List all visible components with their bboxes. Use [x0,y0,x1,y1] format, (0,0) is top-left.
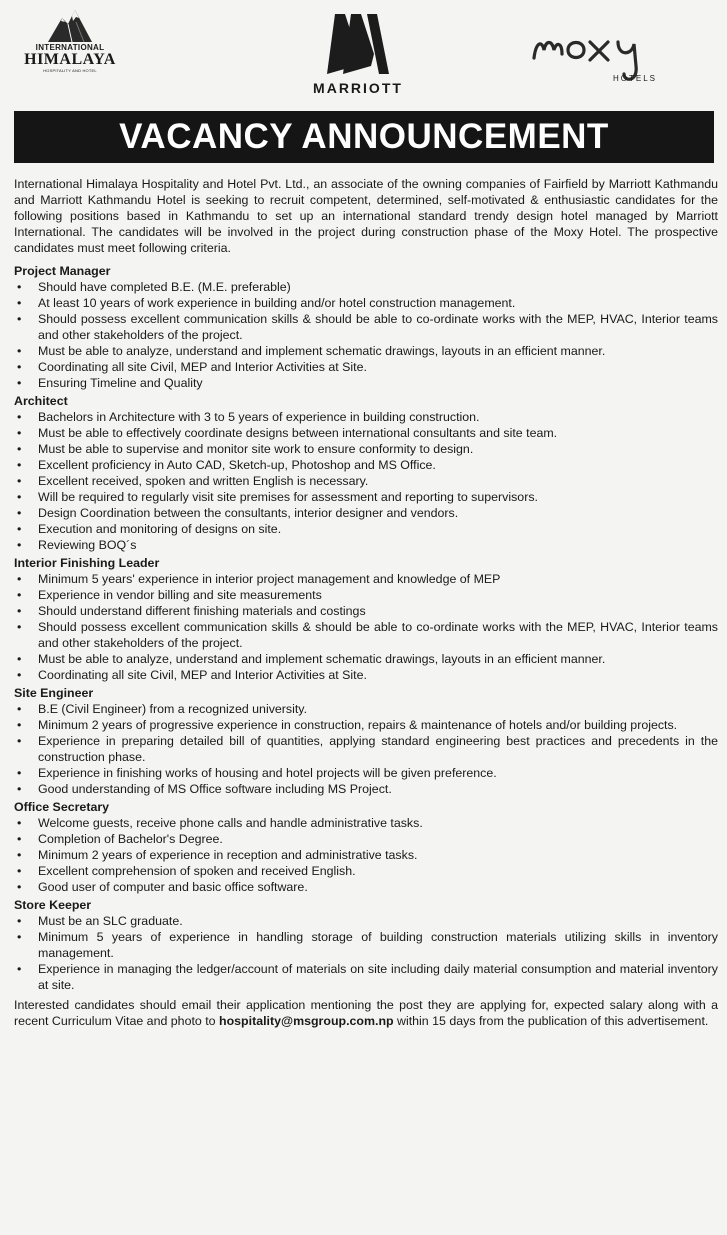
himalaya-logo-line1: INTERNATIONAL [35,43,105,52]
requirement-text: Should possess excellent communication skills & should be able to co-ordinate works with the MEP, HVAC, Interior teams and other stakeholders of the project. [38,620,718,650]
position-title: Store Keeper [14,898,92,912]
requirement-item [14,619,718,651]
requirement-text: Must be able to analyze, understand and implement schematic drawings, layouts in an efficient manner. [38,344,606,358]
bullet-icon: • [17,880,22,894]
bullet-icon: • [17,376,22,390]
bullet-icon: • [17,816,22,830]
bullet-icon: • [17,702,22,716]
requirement-item [14,505,718,521]
bullet-icon: • [17,360,22,374]
vacancy-title-banner: VACANCY ANNOUNCEMENT [14,111,714,163]
requirements-list [14,913,718,993]
application-email-link[interactable]: hospitality@msgroup.com.np [219,1014,394,1028]
bullet-icon: • [17,280,22,294]
requirement-item [14,701,718,717]
requirement-text: Excellent received, spoken and written English is necessary. [38,474,369,488]
requirement-item [14,667,718,683]
bullet-icon: • [17,344,22,358]
bullet-icon: • [17,538,22,552]
requirement-item [14,765,718,781]
requirement-item [14,409,718,425]
requirement-item [14,279,718,295]
requirement-item [14,815,718,831]
requirement-text: Should have completed B.E. (M.E. preferable) [38,280,291,294]
bullet-icon: • [17,652,22,666]
requirements-list [14,409,718,553]
bullet-icon: • [17,766,22,780]
requirement-item [14,831,718,847]
requirement-text: Coordinating all site Civil, MEP and Interior Activities at Site. [38,668,367,682]
moxy-logo [528,20,708,90]
bullet-icon: • [17,490,22,504]
requirement-text: At least 10 years of work experience in building and/or hotel construction management. [38,296,516,310]
positions-list [14,263,718,993]
requirement-item [14,441,718,457]
requirement-text: Should possess excellent communication skills & should be able to co-ordinate works with the MEP, HVAC, Interior teams and other stakeholders of the project. [38,312,718,342]
bullet-icon: • [17,718,22,732]
requirement-item [14,651,718,667]
announcement-body [14,176,718,1041]
himalaya-logo [14,8,126,74]
requirement-item [14,587,718,603]
requirement-item [14,457,718,473]
requirements-list [14,815,718,895]
bullet-icon: • [17,668,22,682]
bullet-icon: • [17,410,22,424]
requirement-text: Minimum 2 years of experience in reception and administrative tasks. [38,848,418,862]
bullet-icon: • [17,848,22,862]
bullet-icon: • [17,442,22,456]
bullet-icon: • [17,864,22,878]
marriott-m-icon [327,14,389,74]
bullet-icon: • [17,962,22,976]
requirement-item [14,733,718,765]
requirements-list [14,701,718,797]
moxy-hotels-label: HOTELS [613,74,658,83]
closing-text-before: Interested candidates should email their application mentioning the post they are applying for, expected salary along with a recent Curriculum Vitae and photo to [14,998,718,1028]
requirement-text: Design Coordination between the consultants, interior designer and vendors. [38,506,459,520]
bullet-icon: • [17,588,22,602]
requirement-text: Experience in managing the ledger/account of materials on site including daily material consumption and material inventory at site. [38,962,718,992]
position-title: Interior Finishing Leader [14,556,160,570]
requirement-text: Must be able to effectively coordinate designs between international consultants and site team. [38,426,558,440]
requirement-text: Good user of computer and basic office software. [38,880,308,894]
closing-text-after: within 15 days from the publication of this advertisement. [393,1014,709,1028]
requirement-text: Must be able to supervise and monitor site work to ensure conformity to design. [38,442,474,456]
requirements-list [14,279,718,391]
requirement-text: Minimum 5 years of experience in handling storage of building construction materials utilizing skills in inventory management. [38,930,718,960]
requirement-item [14,603,718,619]
requirement-item [14,375,718,391]
requirement-item [14,343,718,359]
requirement-item [14,489,718,505]
requirements-list [14,571,718,683]
requirement-text: B.E (Civil Engineer) from a recognized university. [38,702,308,716]
requirement-item [14,847,718,863]
application-instructions [14,997,718,1029]
requirement-text: Should understand different finishing materials and costings [38,604,366,618]
requirement-item [14,961,718,993]
requirement-text: Excellent comprehension of spoken and received English. [38,864,356,878]
requirement-text: Good understanding of MS Office software including MS Project. [38,782,392,796]
bullet-icon: • [17,620,22,634]
requirement-text: Must be an SLC graduate. [38,914,183,928]
requirement-text: Completion of Bachelor's Degree. [38,832,223,846]
position-title: Site Engineer [14,686,94,700]
intro-paragraph: International Himalaya Hospitality and Hotel Pvt. Ltd., an associate of the owning companies of Fairfield by Marriott Kathmandu and Marriott Kathmandu Hotel is seeking to recruit competent, determined, self-motivated & enthusiastic candidates for the following positions based in Kathmandu to set up an international standard trendy design hotel managed by Marriott International. The candidates will be involved in the project during construction phase of the Moxy Hotel. The prospective candidates must meet following criteria. [14,177,718,255]
bullet-icon: • [17,312,22,326]
requirement-text: Excellent proficiency in Auto CAD, Sketch-up, Photoshop and MS Office. [38,458,436,472]
requirement-text: Experience in vendor billing and site measurements [38,588,322,602]
bullet-icon: • [17,572,22,586]
bullet-icon: • [17,604,22,618]
position-title: Office Secretary [14,800,110,814]
requirement-item [14,295,718,311]
bullet-icon: • [17,734,22,748]
requirement-text: Minimum 2 years of progressive experience in construction, repairs & maintenance of hotels and/or building projects. [38,718,678,732]
himalaya-logo-line3: HOSPITALITY AND HOTEL [43,68,97,73]
requirement-item [14,781,718,797]
requirement-item [14,473,718,489]
bullet-icon: • [17,506,22,520]
requirement-item [14,311,718,343]
requirement-item [14,537,718,553]
requirement-item [14,929,718,961]
requirement-text: Experience in finishing works of housing and hotel projects will be given preference. [38,766,497,780]
requirement-text: Reviewing BOQ´s [38,538,137,552]
requirement-item [14,879,718,895]
requirement-text: Coordinating all site Civil, MEP and Interior Activities at Site. [38,360,367,374]
mountain-emblem-icon [48,8,92,42]
requirement-item [14,359,718,375]
requirement-text: Welcome guests, receive phone calls and handle administrative tasks. [38,816,423,830]
bullet-icon: • [17,458,22,472]
requirement-text: Must be able to analyze, understand and implement schematic drawings, layouts in an efficient manner. [38,652,606,666]
bullet-icon: • [17,782,22,796]
bullet-icon: • [17,930,22,944]
requirement-item [14,425,718,441]
marriott-wordmark: MARRIOTT [313,80,403,96]
marriott-logo [288,14,428,96]
bullet-icon: • [17,426,22,440]
bullet-icon: • [17,296,22,310]
requirement-item [14,863,718,879]
bullet-icon: • [17,474,22,488]
requirement-text: Execution and monitoring of designs on site. [38,522,282,536]
requirement-item [14,571,718,587]
requirement-item [14,717,718,733]
requirement-text: Will be required to regularly visit site premises for assessment and reporting to supervisors. [38,490,538,504]
requirement-text: Bachelors in Architecture with 3 to 5 years of experience in building construction. [38,410,480,424]
requirement-text: Experience in preparing detailed bill of quantities, applying standard engineering best practices and precedents in the construction phase. [38,734,718,764]
bullet-icon: • [17,522,22,536]
requirement-text: Minimum 5 years' experience in interior project management and knowledge of MEP [38,572,501,586]
himalaya-logo-line2: HIMALAYA [24,51,116,68]
requirement-text: Ensuring Timeline and Quality [38,376,203,390]
position-title: Project Manager [14,264,111,278]
position-title: Architect [14,394,68,408]
requirement-item [14,913,718,929]
requirement-item [14,521,718,537]
bullet-icon: • [17,914,22,928]
bullet-icon: • [17,832,22,846]
